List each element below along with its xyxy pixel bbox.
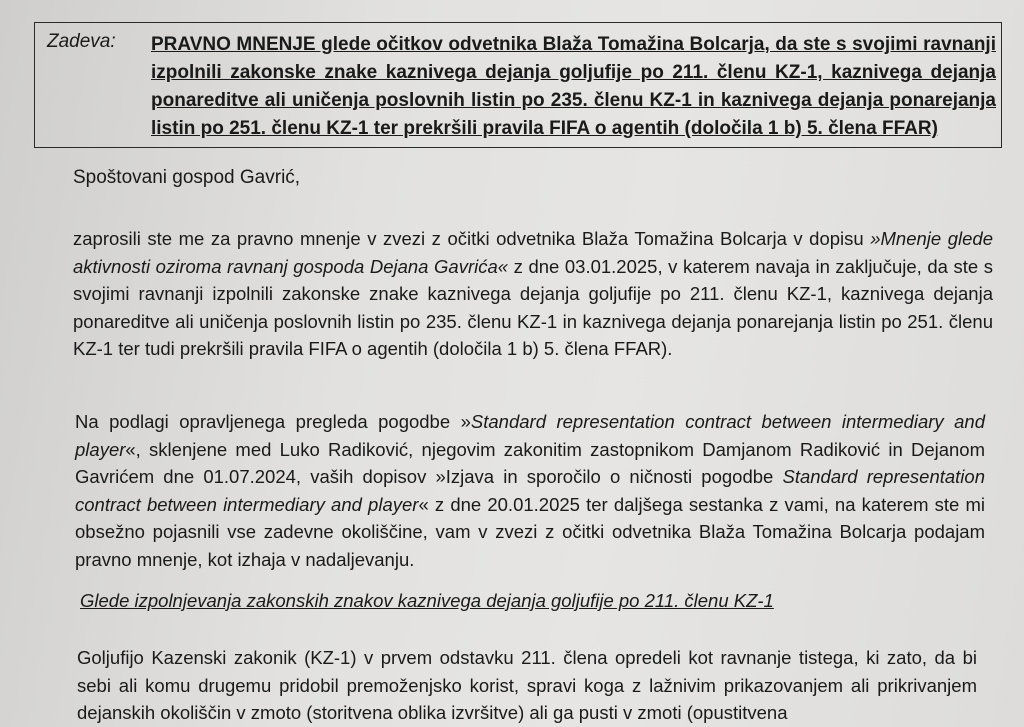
contract-title: Standard representation contract between intermediary and player bbox=[75, 411, 985, 460]
paragraph-review-part: «, sklenjene med Luko Radiković, njegovim zakonitim zastopnikom Damjanom Radiković in Dejanom Gavrićem dne 01.07.2024, vaših dopisov »Izjava in sporočilo o ničnosti pogodbe bbox=[75, 438, 985, 487]
paragraph-request-part: z dne 03.01.2025, v katerem navaja in zaključuje, da ste s svojimi ravnanji izpolnili zakonske znake kaznivega dejanja goljufije po 211. členu KZ-1, kaznivega dejanja ponareditve ali uničenja poslovnih listin po 235. členu KZ-1 in kaznivega dejanja ponarejanja listin po 251. členu KZ-1 ter tudi prekršili pravila FIFA o agentih (določila 1 b) 5. člena FFAR). bbox=[73, 255, 993, 359]
greeting: Spoštovani gospod Gavrić, bbox=[73, 167, 301, 188]
paragraph-request-part: zaprosili ste me za pravno mnenje v zvezi z očitki odvetnika Blaža Tomažina Bolcarja v dopisu bbox=[73, 228, 871, 249]
letter-title: »Mnenje glede aktivnosti oziroma ravnanj gospoda Dejana Gavrića« bbox=[73, 228, 993, 277]
paragraph-fraud-definition: Goljufijo Kazenski zakonik (KZ-1) v prvem odstavku 211. člena opredeli kot ravnanje tistega, ki zato, da bi sebi ali komu drugemu pridobil premoženjsko korist, spravi koga z lažnivim prikazovanjem ali prikrivanjem dejanskih okoliščin v zmoto (storitvena oblika izvršitve) ali ga pusti v zmoti (opustitvena bbox=[77, 647, 977, 723]
paragraph-request bbox=[73, 225, 993, 363]
paragraph-review-part: Na podlagi opravljenega pregleda pogodbe » bbox=[75, 411, 471, 432]
section-heading: Glede izpolnjevanja zakonskih znakov kaznivega dejanja goljufije po 211. členu KZ-1 bbox=[80, 590, 774, 611]
contract-title: Standard representation contract between intermediary and player bbox=[75, 466, 985, 515]
subject-box bbox=[34, 22, 1002, 148]
paragraph-review-part: « z dne 20.01.2025 ter daljšega sestanka z vami, na katerem ste mi obsežno pojasnili vse zadevne okoliščine, vam v zvezi z očitki odvetnika Blaža Tomažina Bolcarja podajam pravno mnenje, kot izhaja v nadaljevanju. bbox=[75, 493, 985, 570]
subject-label: Zadeva: bbox=[47, 31, 116, 52]
paragraph-review bbox=[75, 408, 985, 573]
subject-text: PRAVNO MNENJE glede očitkov odvetnika Blaža Tomažina Bolcarja, da ste s svojimi ravnanji izpolnili zakonske znake kaznivega dejanja goljufije po 211. členu KZ-1, kaznivega dejanja ponareditve ali uničenja poslovnih listin po 235. členu KZ-1 in kaznivega dejanja ponarejanja listin po 251. členu KZ-1 ter prekršili pravila FIFA o agentih (določila 1 b) 5. člena FFAR) bbox=[151, 34, 996, 139]
